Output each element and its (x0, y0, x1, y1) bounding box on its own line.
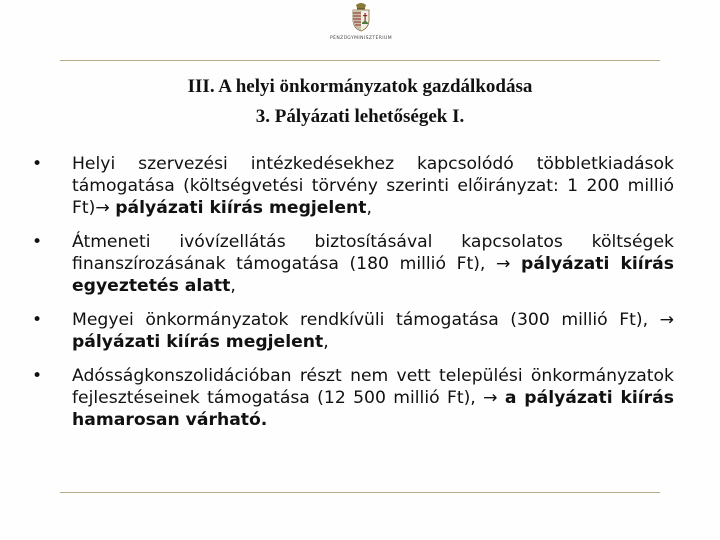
bullet-tail: , (230, 276, 236, 296)
list-item (32, 153, 674, 219)
list-item (32, 231, 674, 297)
arrow-icon: → (496, 254, 511, 274)
arrow-icon: → (659, 310, 674, 330)
bullet-emphasis: pályázati kiírás egyeztetés alatt (72, 254, 675, 296)
bullet-text: Adósságkonszolidációban részt nem vett települési önkormányzatok fejlesztéseinek támogatása (12 500 millió Ft), (72, 366, 674, 408)
list-item (32, 309, 674, 353)
arrow-icon: → (95, 198, 110, 218)
bullet-tail: , (323, 332, 329, 352)
bullet-text: Helyi szervezési intézkedésekhez kapcsolódó többletkiadások támogatása (költségvetési törvény szerinti előirányzat: 1 200 millió Ft) (72, 154, 674, 218)
bullet-list (32, 153, 674, 443)
bullet-text: Megyei önkormányzatok rendkívüli támogatása (300 millió Ft), (72, 310, 649, 330)
bullet-emphasis: pályázati kiírás megjelent (115, 198, 367, 218)
bottom-divider (60, 492, 660, 493)
top-divider (60, 60, 660, 61)
bullet-icon: • (32, 232, 43, 252)
slide-title (60, 72, 660, 132)
ministry-caption: PÉNZÜGYMINISZTÉRIUM (330, 36, 392, 41)
coat-of-arms-icon (349, 2, 373, 32)
bullet-icon: • (32, 154, 43, 174)
bullet-emphasis: pályázati kiírás megjelent (72, 332, 324, 352)
ministry-logo (322, 2, 400, 52)
bullet-emphasis: a pályázati kiírás hamarosan várható. (72, 388, 674, 430)
title-line-1: III. A helyi önkormányzatok gazdálkodása (187, 76, 533, 97)
list-item (32, 365, 674, 431)
bullet-tail: , (366, 198, 372, 218)
title-line-2: 3. Pályázati lehetőségek I. (255, 106, 465, 127)
bullet-icon: • (32, 366, 43, 386)
arrow-icon: → (483, 388, 498, 408)
bullet-icon: • (32, 310, 43, 330)
bullet-text: Átmeneti ivóvízellátás biztosításával kapcsolatos költségek finanszírozásának támogatása (180 millió Ft), (72, 232, 674, 274)
